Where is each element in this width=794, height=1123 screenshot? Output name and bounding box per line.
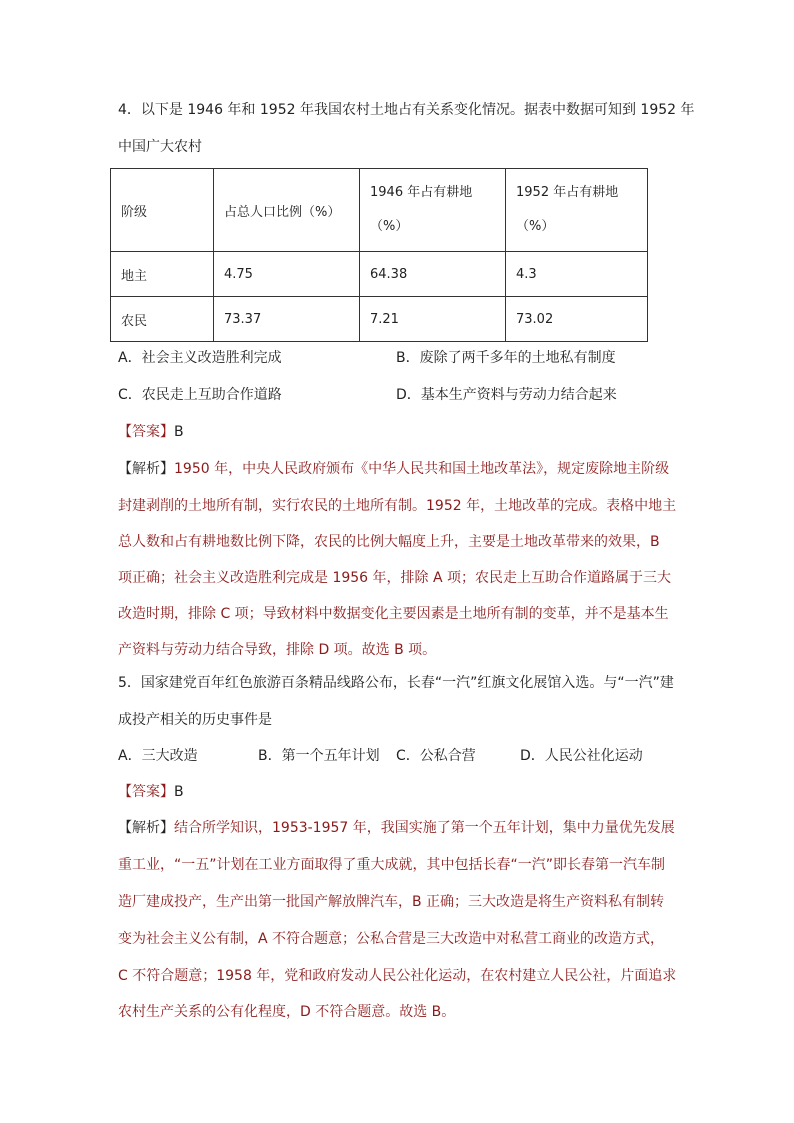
- answer-tag: 【答案】: [118, 424, 174, 440]
- q4-analysis-line2: 封建剥削的土地所有制，实行农民的土地所有制。1952 年，土地改革的完成。表格中地主: [118, 498, 677, 514]
- table-header-row: [111, 169, 648, 252]
- table-cell: 农民: [111, 297, 214, 342]
- table-cell: 64.38: [360, 252, 506, 297]
- q5-analysis-line3: 造厂建成投产，生产出第一批国产解放牌汽车，B 正确；三大改造是将生产资料私有制转: [118, 894, 665, 910]
- q5-option-a: A．三大改造: [118, 748, 198, 764]
- q4-option-a: A．社会主义改造胜利完成: [118, 350, 282, 366]
- land-ownership-table: [110, 168, 648, 342]
- table-cell: 73.02: [506, 297, 648, 342]
- q5-analysis-line4: 变为社会主义公有制，A 不符合题意；公私合营是三大改造中对私营工商业的改造方式，: [118, 931, 665, 947]
- analysis-tag: 【解析】: [118, 461, 174, 477]
- q5-option-c: C．公私合营: [396, 748, 476, 764]
- q4-option-c: C．农民走上互助合作道路: [118, 387, 282, 403]
- table-row: [111, 252, 648, 297]
- answer-tag: 【答案】: [118, 784, 174, 800]
- q5-answer: [118, 782, 184, 802]
- q5-option-b: B．第一个五年计划: [258, 748, 380, 764]
- q5-stem-line2: 成投产相关的历史事件是: [118, 712, 272, 728]
- answer-value: B: [174, 424, 184, 440]
- answer-value: B: [174, 784, 184, 800]
- q5-analysis-line2: 重工业，“一五”计划在工业方面取得了重大成就，其中包括长春“一汽”即长春第一汽车制: [118, 857, 666, 873]
- q4-analysis-line6: 产资料与劳动力结合导致，排除 D 项。故选 B 项。: [118, 642, 437, 658]
- q5-analysis-line5: C 不符合题意；1958 年，党和政府发动人民公社化运动，在农村建立人民公社，片面追求: [118, 968, 677, 984]
- header-1952-land: 1952 年占有耕地 （%）: [506, 169, 648, 252]
- table-cell: 7.21: [360, 297, 506, 342]
- q5-stem-line1: 5．国家建党百年红色旅游百条精品线路公布，长春“一汽”红旗文化展馆入选。与“一汽”建: [118, 675, 674, 691]
- q4-stem-line2: 中国广大农村: [118, 139, 202, 155]
- header-1946-land: 1946 年占有耕地 （%）: [360, 169, 506, 252]
- q4-analysis-line5: 改造时期，排除 C 项；导致材料中数据变化主要因素是土地所有制的变革，并不是基本生: [118, 606, 669, 622]
- q4-stem-line1: 4．以下是 1946 年和 1952 年我国农村土地占有关系变化情况。据表中数据可知到 1952 年: [118, 102, 695, 118]
- table-cell: 4.75: [214, 252, 360, 297]
- q5-analysis-line1: 【解析】结合所学知识，1953-1957 年，我国实施了第一个五年计划，集中力量优先发展: [118, 820, 675, 836]
- q4-option-b: B．废除了两千多年的土地私有制度: [396, 350, 616, 366]
- table-cell: 4.3: [506, 252, 648, 297]
- analysis-tag: 【解析】: [118, 820, 174, 836]
- q4-analysis-line1: 【解析】1950 年，中央人民政府颁布《中华人民共和国土地改革法》，规定废除地主阶级: [118, 461, 670, 477]
- table-cell: 73.37: [214, 297, 360, 342]
- header-population-ratio: 占总人口比例（%）: [214, 169, 360, 252]
- q4-analysis-line3: 总人数和占有耕地数比例下降，农民的比例大幅度上升，主要是土地改革带来的效果，B: [118, 534, 660, 550]
- header-class: 阶级: [111, 169, 214, 252]
- q5-analysis-line6: 农村生产关系的公有化程度，D 不符合题意。故选 B。: [118, 1004, 456, 1020]
- q4-analysis-line4: 项正确；社会主义改造胜利完成是 1956 年，排除 A 项；农民走上互助合作道路属于三大: [118, 570, 672, 586]
- table-row: [111, 297, 648, 342]
- q4-option-d: D．基本生产资料与劳动力结合起来: [396, 387, 617, 403]
- table-cell: 地主: [111, 252, 214, 297]
- q4-answer: [118, 422, 184, 442]
- q5-option-d: D．人民公社化运动: [520, 748, 643, 764]
